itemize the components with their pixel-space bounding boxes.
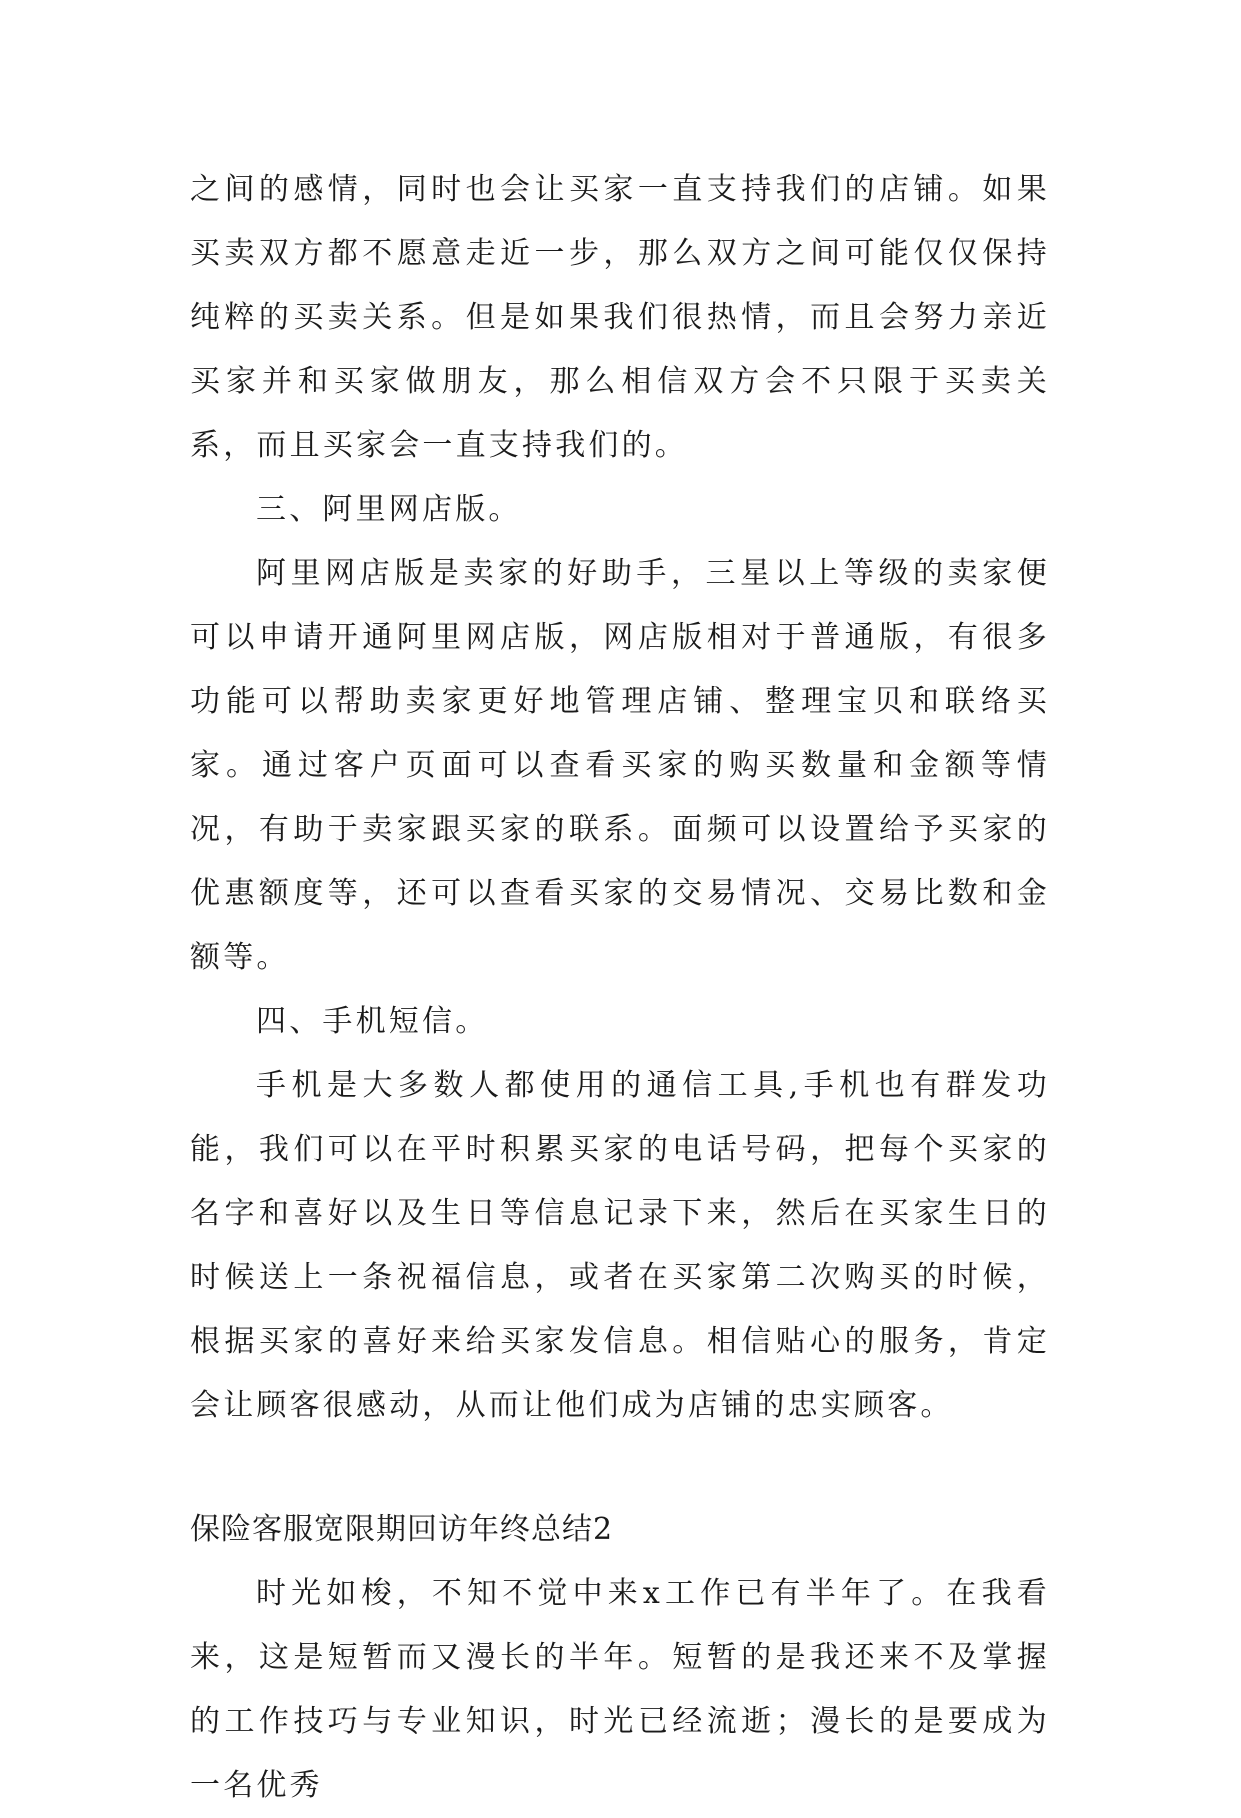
paragraph-continuation: 之间的感情，同时也会让买家一直支持我们的店铺。如果买卖双方都不愿意走近一步，那么双方之间可能仅仅保持纯粹的买卖关系。但是如果我们很热情，而且会努力亲近买家并和买家做朋友，那么相信双方会不只限于买卖关系，而且买家会一直支持我们的。 [190, 172, 1050, 463]
section-title: 保险客服宽限期回访年终总结2 [190, 1512, 614, 1547]
heading-mobile-sms: 四、手机短信。 [256, 1004, 489, 1039]
document-body [190, 158, 1050, 1818]
heading-ali-shop-version: 三、阿里网店版。 [256, 492, 522, 527]
paragraph-mobile-sms: 手机是大多数人都使用的通信工具,手机也有群发功能，我们可以在平时积累买家的电话号码，把每个买家的名字和喜好以及生日等信息记录下来，然后在买家生日的时候送上一条祝福信息，或者在买家第二次购买的时候，根据买家的喜好来给买家发信息。相信贴心的服务，肯定会让顾客很感动，从而让他们成为店铺的忠实顾客。 [190, 1068, 1050, 1423]
paragraph-ali-shop-version: 阿里网店版是卖家的好助手，三星以上等级的卖家便可以申请开通阿里网店版，网店版相对于普通版，有很多功能可以帮助卖家更好地管理店铺、整理宝贝和联络买家。通过客户页面可以查看买家的购买数量和金额等情况，有助于卖家跟买家的联系。面频可以设置给予买家的优惠额度等，还可以查看买家的交易情况、交易比数和金额等。 [190, 556, 1050, 975]
paragraph-year-end-summary: 时光如梭，不知不觉中来x工作已有半年了。在我看来，这是短暂而又漫长的半年。短暂的是我还来不及掌握的工作技巧与专业知识，时光已经流逝；漫长的是要成为一名优秀 [190, 1576, 1050, 1803]
